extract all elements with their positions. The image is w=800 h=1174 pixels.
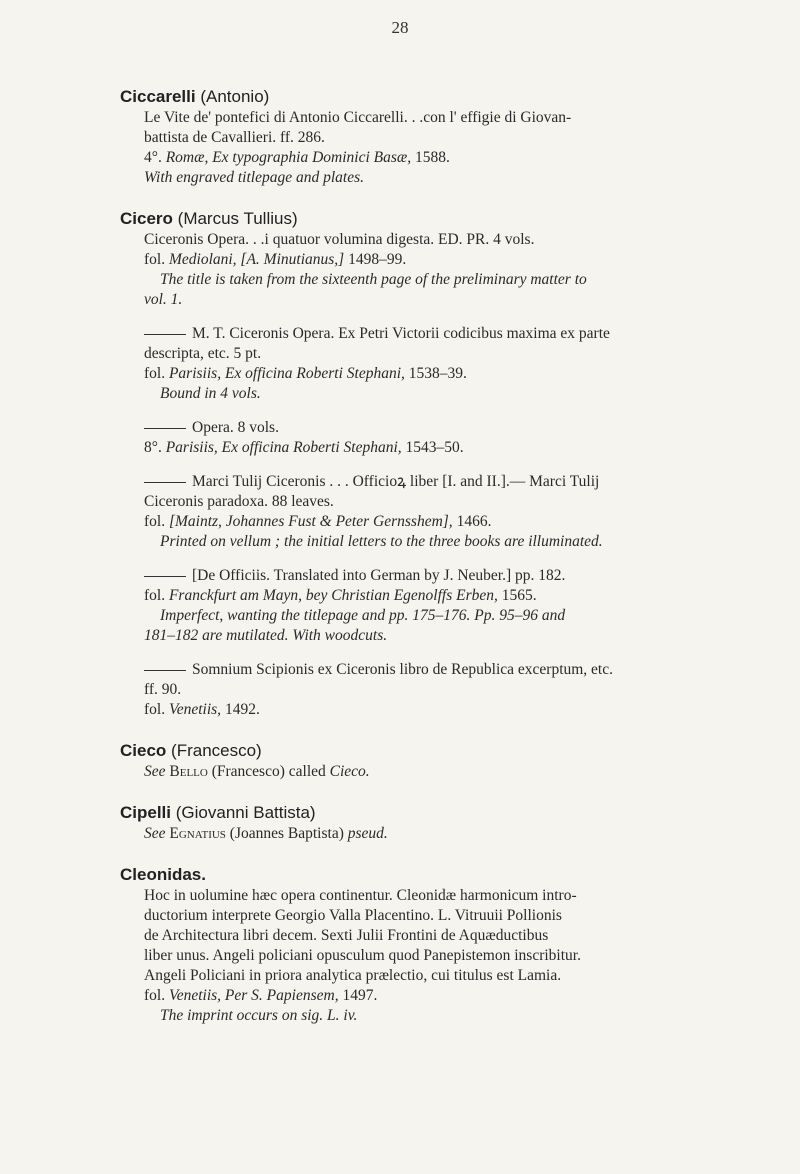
ditto-dash (144, 334, 186, 335)
record (144, 660, 760, 720)
heading-name: Cipelli (120, 803, 172, 822)
title-line: de Architectura libri decem. Sexti Julii Frontini de Aquæductibus (144, 927, 549, 944)
imprint-date: 1588. (414, 149, 450, 166)
imprint-place-printer: Parisiis, Ex officina Roberti Stephani, (165, 439, 402, 456)
see-alias: Cieco. (329, 763, 370, 780)
entry-heading (120, 208, 760, 230)
imprint-place-printer: Franckfurt am Mayn, bey Christian Egenolffs Erben, (168, 587, 498, 604)
entry-ciccarelli (120, 86, 760, 188)
record-note: Bound in 4 vols. (160, 385, 261, 402)
page-number: 28 (391, 18, 409, 37)
heading-qualifier: (Antonio) (200, 87, 270, 106)
imprint-format: fol. (144, 701, 166, 718)
imprint-place-printer: Venetiis, Per S. Papiensem, (168, 987, 339, 1004)
entry-heading (120, 86, 760, 108)
record (144, 108, 760, 188)
record-note: The imprint occurs on sig. L. iv. (160, 1007, 358, 1024)
entry-cicero (120, 208, 760, 720)
catalogue-entries (120, 86, 760, 1046)
title-line: Somnium Scipionis ex Ciceronis libro de Republica excerptum, etc. (144, 660, 760, 680)
title-line: Le Vite de' pontefici di Antonio Ciccarelli. . .con l' effigie di Giovan- (144, 109, 572, 126)
ditto-dash (144, 576, 186, 577)
heading-qualifier: (Francesco) (171, 741, 262, 760)
record (144, 472, 760, 552)
imprint-date: 1497. (342, 987, 378, 1004)
imprint-line (144, 700, 760, 720)
imprint-date: 1498–99. (348, 251, 407, 268)
record (144, 418, 760, 458)
imprint-place-printer: [Maintz, Johannes Fust & Peter Gernsshem], (168, 513, 453, 530)
see-prefix: See (144, 763, 166, 780)
record-note: With engraved titlepage and plates. (144, 169, 364, 186)
record (144, 324, 760, 404)
imprint-format: fol. (144, 251, 166, 268)
record-note: vol. 1. (144, 291, 183, 308)
imprint-line (144, 438, 760, 458)
record (144, 230, 760, 310)
heading-name: Cicero (120, 209, 173, 228)
entry-cleonidas (120, 864, 760, 1026)
record (144, 566, 760, 646)
heading-qualifier: (Giovanni Battista) (175, 803, 316, 822)
title-line: Ciceronis Opera. . .i quatuor volumina digesta. ED. PR. 4 vols. (144, 231, 535, 248)
heading-name: Cieco (120, 741, 167, 760)
imprint-place-printer: Mediolani, [A. Minutianus,] (168, 251, 345, 268)
see-target-link[interactable]: Egnatius (169, 825, 226, 842)
imprint-date: 1538–39. (408, 365, 467, 382)
heading-name: Ciccarelli (120, 87, 196, 106)
title-line: [De Officiis. Translated into German by J. Neuber.] pp. 182. (144, 566, 760, 586)
heading-qualifier: (Marcus Tullius) (177, 209, 298, 228)
title-line: Angeli Policiani in priora analytica prælectio, cui titulus est Lamia. (144, 967, 562, 984)
imprint-date: 1543–50. (405, 439, 464, 456)
imprint-place-printer: Parisiis, Ex officina Roberti Stephani, (168, 365, 405, 382)
title-line: liber unus. Angeli policiani opusculum quod Panepistemon inscribitur. (144, 947, 581, 964)
title-line: ff. 90. (144, 681, 182, 698)
title-line: descripta, etc. 5 pt. (144, 345, 262, 362)
imprint-date: 1466. (456, 513, 492, 530)
title-line: Hoc in uolumine hæc opera continentur. Cleonidæ harmonicum intro- (144, 887, 577, 904)
ditto-dash (144, 482, 186, 483)
imprint-place-printer: Romæ, Ex typographia Dominici Basæ, (165, 149, 412, 166)
cross-reference (144, 824, 760, 844)
imprint-line (144, 148, 760, 168)
imprint-line (144, 986, 760, 1006)
ditto-dash (144, 428, 186, 429)
imprint-format: fol. (144, 365, 166, 382)
see-alias: pseud. (347, 825, 388, 842)
imprint-line (144, 250, 760, 270)
imprint-format: 8°. (144, 439, 162, 456)
imprint-format: 4°. (144, 149, 162, 166)
record (144, 886, 760, 1026)
ditto-dash (144, 670, 186, 671)
entry-heading (120, 802, 760, 824)
imprint-line (144, 364, 760, 384)
entry-heading (120, 740, 760, 762)
imprint-format: fol. (144, 587, 166, 604)
heading-name: Cleonidas. (120, 865, 206, 884)
imprint-place-printer: Venetiis, (168, 701, 222, 718)
imprint-line (144, 586, 760, 606)
title-line: M. T. Ciceronis Opera. Ex Petri Victorii codicibus maxima ex parte (144, 324, 760, 344)
imprint-date: 1565. (501, 587, 537, 604)
record-note: Printed on vellum ; the initial letters to the three books are illuminated. (160, 533, 603, 550)
cross-reference (144, 762, 760, 782)
see-target-link[interactable]: Bello (169, 763, 208, 780)
record-note: The title is taken from the sixteenth page of the preliminary matter to (160, 271, 587, 288)
see-qualifier: (Joannes Baptista) (229, 825, 344, 842)
title-line: Opera. 8 vols. (144, 418, 760, 438)
see-qualifier: (Francesco) called (211, 763, 326, 780)
record-note: 181–182 are mutilated. With woodcuts. (144, 627, 388, 644)
title-line: Ciceronis paradoxa. 88 leaves. (144, 493, 334, 510)
imprint-format: fol. (144, 987, 166, 1004)
imprint-date: 1492. (224, 701, 260, 718)
title-line: battista de Cavallieri. ff. 286. (144, 129, 325, 146)
entry-cieco (120, 740, 760, 782)
entry-cipelli (120, 802, 760, 844)
entry-heading (120, 864, 760, 886)
see-prefix: See (144, 825, 166, 842)
title-line: ductorium interprete Georgio Valla Placentino. L. Vitruuii Pollionis (144, 907, 562, 924)
imprint-format: fol. (144, 513, 166, 530)
imprint-line (144, 512, 760, 532)
record-note: Imperfect, wanting the titlepage and pp. 175–176. Pp. 95–96 and (160, 607, 566, 624)
title-line: Marci Tulij Ciceronis . . . Officioꝝ liber [I. and II.].— Marci Tulij (144, 472, 760, 492)
